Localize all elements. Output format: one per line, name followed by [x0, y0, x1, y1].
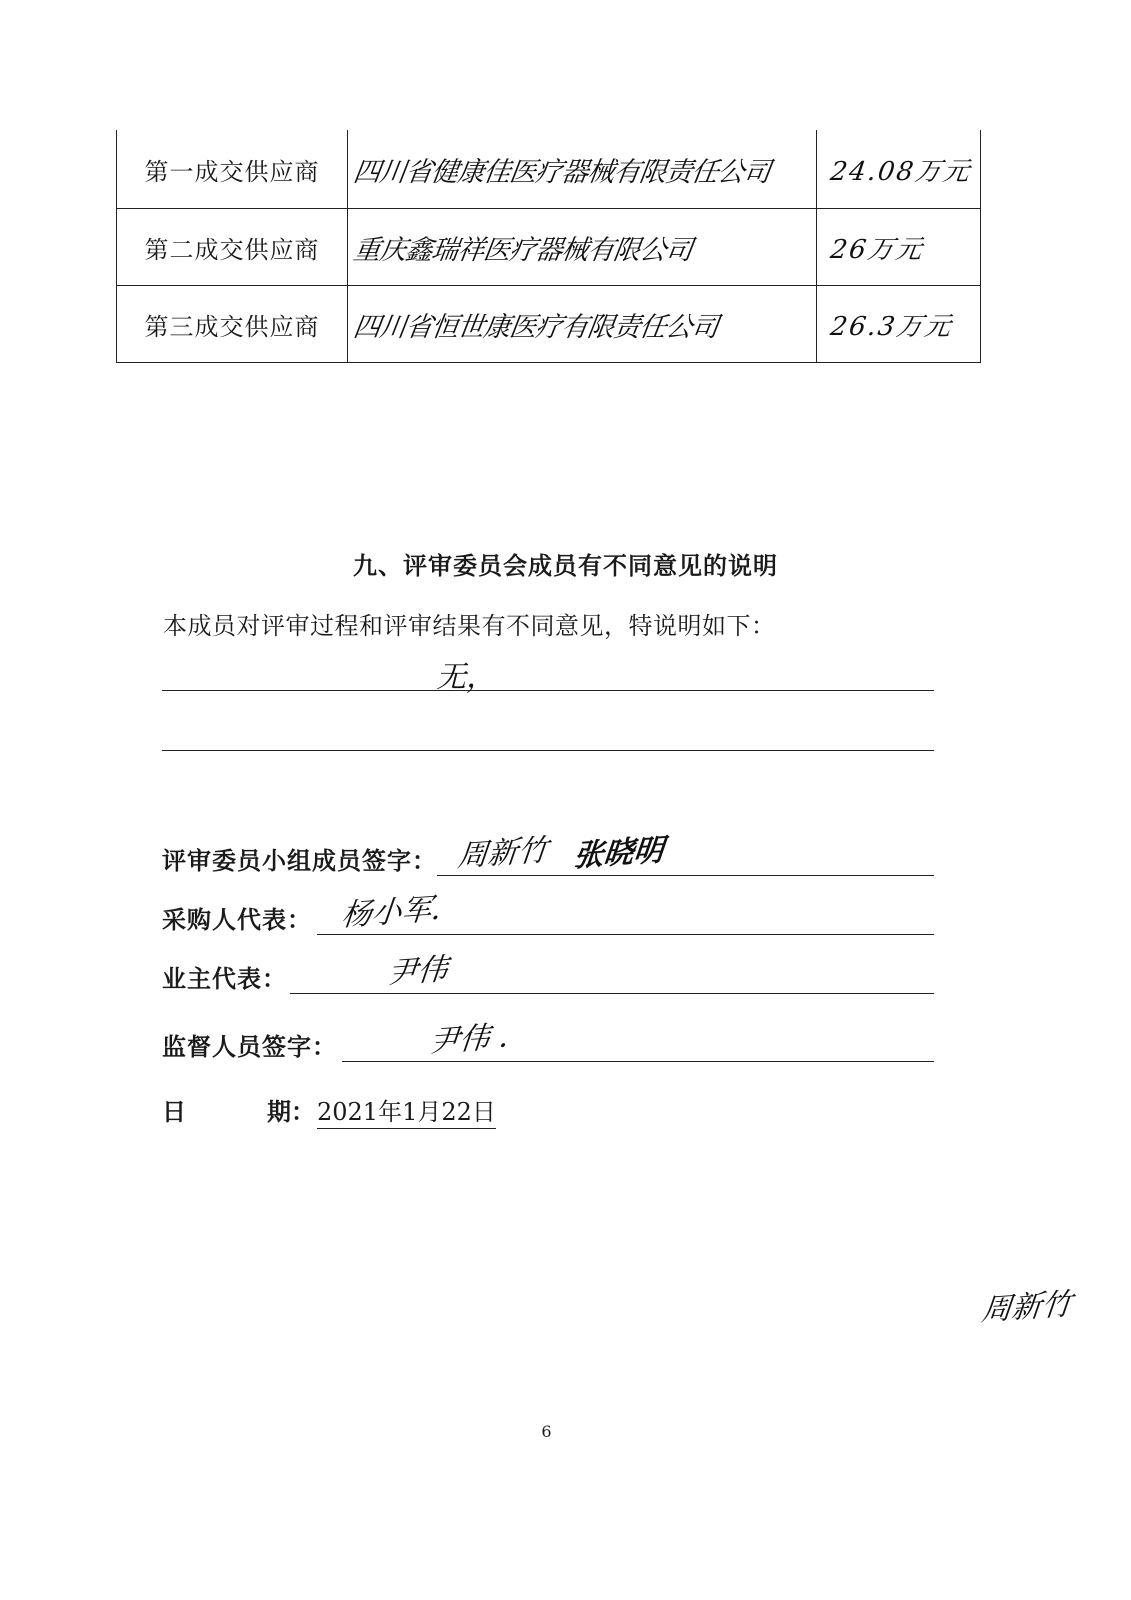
supplier-name: [348, 209, 817, 286]
table-row: [117, 286, 981, 363]
supervisor-signature-line: [342, 1061, 934, 1062]
date-value: 2021年1月22日: [317, 1092, 496, 1129]
signature-stroke: 张晓明: [571, 832, 666, 875]
supplier-price: [817, 286, 981, 363]
supplier-rank: 第三成交供应商: [117, 286, 348, 363]
signature-stroke: 杨小军.: [339, 891, 443, 934]
opinion-handwritten: 无，: [436, 660, 496, 695]
committee-signature-1: [455, 828, 550, 875]
signature-stroke: 周新竹: [979, 1286, 1074, 1329]
supplier-rank: 第二成交供应商: [117, 209, 348, 286]
owner-signature-line: [290, 993, 934, 994]
date-row: [162, 1092, 562, 1126]
supplier-price-handwritten: 26.3万元: [828, 311, 955, 342]
committee-signature-label: 评审委员小组成员签字：: [162, 841, 437, 876]
supplier-price: [817, 209, 981, 286]
table-row: [117, 209, 981, 286]
supplier-price: [817, 130, 981, 209]
purchaser-signature-row: [162, 891, 934, 935]
supplier-rank: 第一成交供应商: [117, 130, 348, 209]
committee-signature-line: [434, 875, 934, 876]
supplier-table: [116, 130, 981, 363]
purchaser-signature-line: [317, 934, 934, 935]
table-row: [117, 130, 981, 209]
opinion-line-1: [162, 690, 934, 691]
opinion-line-2: [162, 750, 934, 751]
signature-stroke: 尹伟 .: [427, 1019, 511, 1060]
date-label-1: 日: [162, 1098, 186, 1126]
supervisor-signature: [427, 1014, 511, 1060]
supervisor-signature-row: [162, 1019, 934, 1062]
signature-stroke: 尹伟: [385, 951, 450, 992]
opinion-intro: 本成员对评审过程和评审结果有不同意见，特说明如下：: [163, 612, 776, 640]
committee-signature-row: [162, 832, 934, 876]
owner-signature: [385, 946, 450, 992]
purchaser-signature: [339, 887, 443, 934]
signature-stroke: 周新竹: [455, 832, 550, 875]
page-corner-signature: [979, 1282, 1074, 1329]
supplier-name-handwritten: 重庆鑫瑞祥医疗器械有限公司: [351, 234, 694, 266]
supplier-name: [348, 286, 817, 363]
supplier-name-handwritten: 四川省健康佳医疗器械有限责任公司: [351, 156, 772, 188]
owner-label: 业主代表：: [162, 959, 287, 994]
committee-signature-2: [571, 828, 666, 875]
supplier-price-handwritten: 24.08万元: [828, 156, 974, 187]
supplier-name: [348, 130, 817, 209]
purchaser-label: 采购人代表：: [162, 900, 312, 935]
supplier-name-handwritten: 四川省恒世康医疗有限责任公司: [351, 311, 720, 343]
date-label-2: 期：: [267, 1098, 315, 1126]
section-title: 九、评审委员会成员有不同意见的说明: [353, 552, 778, 580]
supplier-price-handwritten: 26万元: [828, 234, 926, 265]
supervisor-label: 监督人员签字：: [162, 1027, 337, 1062]
page-number: 6: [541, 1422, 552, 1441]
owner-signature-row: [162, 951, 934, 994]
